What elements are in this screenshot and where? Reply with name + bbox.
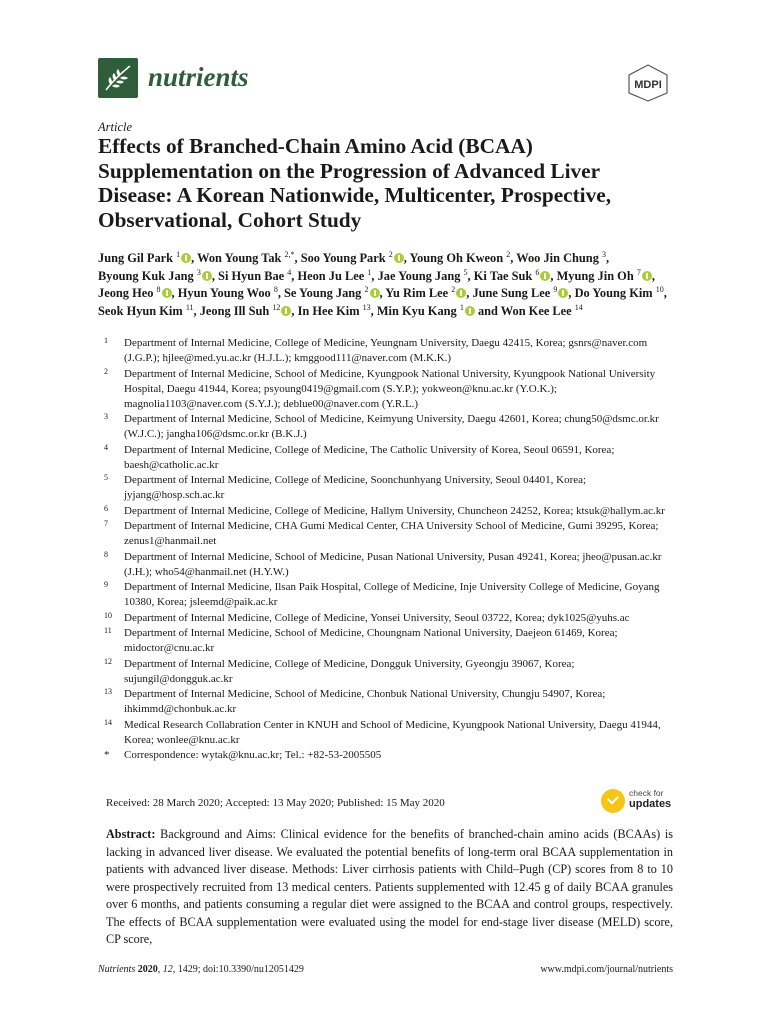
abstract-text: Background and Aims: Clinical evidence for the benefits of branched-chain amino acids (BCAAs) is lacking in advanced liver disease. We evaluated the potential benefits of long-term oral BCAA supplementation in patients with advanced liver disease. Methods: Liver cirrhosis patients with Child–Pugh (CP) scores from 8 to 10 were prospectively recruited from 13 medical centers. Patients supplemented with 12.45 g of daily BCAA granules over 6 months, and patients consuming a regular diet were assigned to the BCAA and control groups, respectively. The effects of BCAA supplementation were evaluated using the model for end-stage liver disease (MELD) score, CP score,: [106, 827, 674, 946]
author-affiliation-number: 2: [364, 285, 369, 295]
author-affiliation-number: 1: [459, 302, 464, 312]
author-list: Jung Gil Park $^1$ , Won Young Tak $^{2,*}$, Soo Young Park $^2$ , Young Oh Kweon $^2$, Woo Jin Chung $^3$, Byoung Kuk Jang $^3$ , Si Hyun Bae $^4$, Heon Ju Lee $^1$, Jae Young Jang $^5$, Ki Tae Suk $^6$ , Myung Jin Oh $^7$ , Jeong Heo $^8$ , Hyun Young Woo $^8$, Se Young Jang $^2$ , Yu Rim Lee $^2$ , June Sung Lee $^9$ , Do Young Kim $^{10}$, Seok Hyun Kim $^{11}$, Jeong Ill Suh $^{12}$ , In Hee Kim $^{13}$, Min Kyu Kang $^1$ and Won Kee Lee $^{14}$: [98, 249, 667, 319]
author: [557, 269, 652, 283]
affiliation-text: Department of Internal Medicine, College of Medicine, Hallym University, Chuncheon 24252, Korea; ktsuk@hallym.ac.kr: [124, 504, 665, 517]
author: [378, 269, 468, 283]
author: [98, 286, 172, 300]
publication-history: Received: 28 March 2020; Accepted: 13 May 2020; Published: 15 May 2020: [106, 797, 445, 809]
affiliation-text: Department of Internal Medicine, School of Medicine, Kyungpook National University, Kyungpook National University Hospital, Daegu 41944, Korea; psyoung0419@gmail.com (S.Y.P.); yokweon@knu.ac.kr (Y.O.K.); magnolia1103@naver.com (S.Y.J.); deblue00@naver.com (Y.R.L.): [124, 367, 656, 410]
author-affiliation-number: 11: [185, 302, 194, 312]
author-affiliation-number: 7: [636, 267, 641, 277]
author: [98, 269, 212, 283]
author-affiliation-number: 2,*: [284, 249, 295, 259]
affiliation-text: Department of Internal Medicine, School of Medicine, Choungnam National University, Daejeon 61469, Korea; midoctor@cnu.ac.kr: [124, 627, 618, 654]
journal-name: nutrients: [148, 62, 249, 92]
affiliation-number: 14: [104, 717, 112, 727]
author: [501, 304, 583, 318]
author: [98, 304, 194, 318]
author: [197, 251, 294, 265]
footer-journal: Nutrients: [98, 964, 136, 975]
author-name: June Sung Lee: [472, 286, 551, 301]
citation: Nutrients 2020, 12, 1429; doi:10.3390/nu12051429: [98, 964, 304, 975]
affiliation-text: Department of Internal Medicine, School of Medicine, Keimyung University, Daegu 42601, Korea; chung50@dsmc.or.kr (W.J.C.); jangha106@dsmc.or.kr (B.K.J.): [124, 413, 659, 440]
author: [284, 286, 379, 300]
author-name: Soo Young Park: [300, 251, 386, 265]
mdpi-logo-icon: [626, 64, 670, 102]
affiliation-number: 2: [104, 366, 108, 376]
affiliation-item: [104, 473, 674, 503]
author-name: Myung Jin Oh: [556, 268, 634, 283]
author-name: Hyun Young Woo: [177, 286, 271, 301]
author-affiliation-number: 10: [655, 285, 664, 295]
author-name: Won Kee Lee: [500, 304, 572, 319]
author: [200, 304, 292, 318]
author-name: Young Oh Kweon: [409, 251, 504, 265]
author-affiliation-number: 9: [553, 285, 558, 295]
affiliation-number: 13: [104, 687, 112, 696]
affiliation-text: Department of Internal Medicine, Ilsan Paik Hospital, College of Medicine, Inje University College of Medicine, Goyang 10380, Korea; jsleemd@paik.ac.kr: [124, 581, 660, 608]
footer-citation-rest: , 1429; doi:10.3390/nu12051429: [172, 964, 304, 975]
affiliation-number: 9: [104, 580, 108, 589]
author-name: Jung Gil Park: [98, 251, 174, 265]
affiliation-number: 7: [104, 519, 108, 528]
author-affiliation-number: 12: [272, 302, 281, 312]
author-name: Jae Young Jang: [377, 268, 461, 283]
nutrients-logo-icon: [98, 58, 138, 98]
affiliation-item: [104, 443, 674, 473]
author-affiliation-number: 3: [196, 267, 201, 277]
affiliation-item: [104, 519, 674, 549]
abstract-label: Abstract:: [106, 827, 156, 841]
author: [472, 286, 568, 300]
correspondence-marker: *: [104, 749, 110, 761]
affiliation-text: Medical Research Collabration Center in KNUH and School of Medicine, Kyungpook National University, Daegu 41944, Korea; wonlee@knu.ac.kr: [124, 718, 661, 746]
orcid-icon[interactable]: [394, 253, 404, 263]
author: [297, 269, 371, 283]
affiliation-item: [104, 504, 674, 519]
author-name: Jeong Ill Suh: [199, 304, 270, 319]
author-affiliation-number: 1: [176, 249, 181, 259]
author-affiliation-number: 2: [388, 249, 393, 259]
orcid-icon[interactable]: [558, 288, 568, 298]
check-updates-line1: check for: [629, 788, 664, 798]
check-updates-icon: [601, 789, 625, 813]
author: [516, 251, 606, 265]
mdpi-logo-text: MDPI: [634, 79, 662, 91]
footer-year: 2020: [137, 964, 158, 975]
correspondence-text: Correspondence: wytak@knu.ac.kr; Tel.: +82-53-2005505: [124, 749, 382, 761]
affiliation-item: [104, 550, 674, 580]
affiliation-item: [104, 657, 674, 687]
orcid-icon[interactable]: [281, 306, 291, 316]
affiliation-item: [104, 580, 674, 610]
affiliation-item: [104, 718, 674, 748]
orcid-icon[interactable]: [540, 271, 550, 281]
affiliation-text: Department of Internal Medicine, School of Medicine, Pusan National University, Pusan 49241, Korea; jheo@pusan.ac.kr (J.H.); who54@hanmail.net (H.Y.W.): [124, 550, 662, 578]
author-name: Seok Hyun Kim: [98, 304, 183, 319]
article-title: Effects of Branched-Chain Amino Acid (BCAA) Supplementation on the Progression of Advanced Liver Disease: A Korean Nationwide, Multicenter, Prospective, Observational, Cohort Study: [98, 134, 612, 232]
affiliation-number: 8: [104, 549, 108, 559]
affiliation-number: 6: [104, 503, 108, 513]
author-affiliation-number: 2: [506, 249, 511, 259]
orcid-icon[interactable]: [465, 306, 475, 316]
check-updates-line2: updates: [629, 798, 672, 810]
orcid-icon[interactable]: [370, 288, 380, 298]
abstract: [106, 826, 673, 949]
author: [410, 251, 511, 265]
affiliation-item: [104, 336, 674, 366]
author-affiliation-number: 13: [362, 302, 371, 312]
footer-volume: 12: [162, 964, 173, 975]
author-name: Se Young Jang: [284, 286, 362, 301]
page-footer: [98, 964, 673, 978]
author-affiliation-number: 4: [287, 267, 292, 277]
affiliation-item: [104, 687, 674, 717]
author-affiliation-number: 2: [451, 285, 456, 295]
check-for-updates-badge[interactable]: [601, 787, 673, 817]
author-affiliation-number: 8: [156, 285, 161, 295]
author: [218, 269, 291, 283]
author-name: In Hee Kim: [297, 304, 360, 319]
affiliation-item: [104, 611, 674, 626]
affiliation-text: Department of Internal Medicine, College of Medicine, Soonchunhyang University, Seoul 04401, Korea; jyjang@hosp.sch.ac.kr: [124, 474, 587, 501]
author: [385, 286, 466, 300]
author: [301, 251, 404, 265]
author-name: Jeong Heo: [98, 286, 154, 301]
affiliation-item: [104, 412, 674, 442]
author: [98, 251, 191, 265]
affiliation-item: [104, 367, 674, 412]
author-name: Heon Ju Lee: [297, 268, 365, 283]
author-affiliation-number: 8: [273, 285, 278, 295]
author: [178, 286, 278, 300]
orcid-icon[interactable]: [202, 271, 212, 281]
affiliation-text: Department of Internal Medicine, CHA Gumi Medical Center, CHA University School of Medicine, Gumi 39295, Korea; zenus1@hanmail.net: [124, 520, 659, 547]
author-name: Ki Tae Suk: [473, 268, 533, 283]
affiliation-number: 10: [104, 610, 112, 620]
author-affiliation-number: 6: [535, 267, 540, 277]
affiliation-list: [104, 336, 674, 764]
author-affiliation-number: 14: [574, 302, 583, 312]
author-name: Won Young Tak: [197, 251, 282, 265]
affiliation-number: 11: [104, 626, 112, 635]
correspondence: [104, 748, 674, 763]
author-name: Woo Jin Chung: [516, 251, 599, 265]
author-name: Byoung Kuk Jang: [98, 268, 194, 283]
author-name: Yu Rim Lee: [385, 286, 449, 301]
orcid-icon[interactable]: [642, 271, 652, 281]
journal-header: [98, 58, 670, 100]
article-type: Article: [98, 120, 133, 134]
author: [575, 286, 664, 300]
affiliation-number: 12: [104, 656, 112, 666]
author-name: Si Hyun Bae: [218, 268, 285, 283]
orcid-icon[interactable]: [181, 253, 191, 263]
affiliation-text: Department of Internal Medicine, College of Medicine, Yeungnam University, Daegu 42415, Korea; gsnrs@naver.com (J.G.P.); hjlee@med.yu.ac.kr (H.J.L.); kmggood111@naver.com (M.K.K.): [124, 337, 648, 364]
author-name: Min Kyu Kang: [376, 304, 457, 319]
affiliation-number: 1: [104, 336, 108, 345]
orcid-icon[interactable]: [162, 288, 172, 298]
author-affiliation-number: 1: [367, 267, 372, 277]
orcid-icon[interactable]: [456, 288, 466, 298]
author-affiliation-number: 3: [602, 249, 606, 259]
affiliation-number: 5: [104, 473, 108, 482]
author: [474, 269, 551, 283]
author-affiliation-number: 5: [463, 267, 468, 277]
affiliation-item: [104, 626, 674, 656]
author: [377, 304, 475, 318]
journal-url-link[interactable]: www.mdpi.com/journal/nutrients: [540, 964, 673, 975]
affiliation-text: Department of Internal Medicine, School of Medicine, Chonbuk National University, Chungju 54907, Korea; ihkimmd@chonbuk.ac.kr: [124, 688, 606, 715]
affiliation-number: 3: [104, 412, 108, 421]
affiliation-text: Department of Internal Medicine, College of Medicine, The Catholic University of Korea, Seoul 06591, Korea; baesh@catholic.ac.kr: [124, 443, 615, 471]
author: [298, 304, 371, 318]
author-name: Do Young Kim: [574, 286, 653, 301]
affiliation-text: Department of Internal Medicine, College of Medicine, Yonsei University, Seoul 03722, Korea; dyk1025@yuhs.ac: [124, 611, 630, 624]
affiliation-text: Department of Internal Medicine, College of Medicine, Dongguk University, Gyeongju 39067, Korea; sujungil@dongguk.ac.kr: [124, 657, 575, 685]
affiliation-number: 4: [104, 442, 108, 452]
